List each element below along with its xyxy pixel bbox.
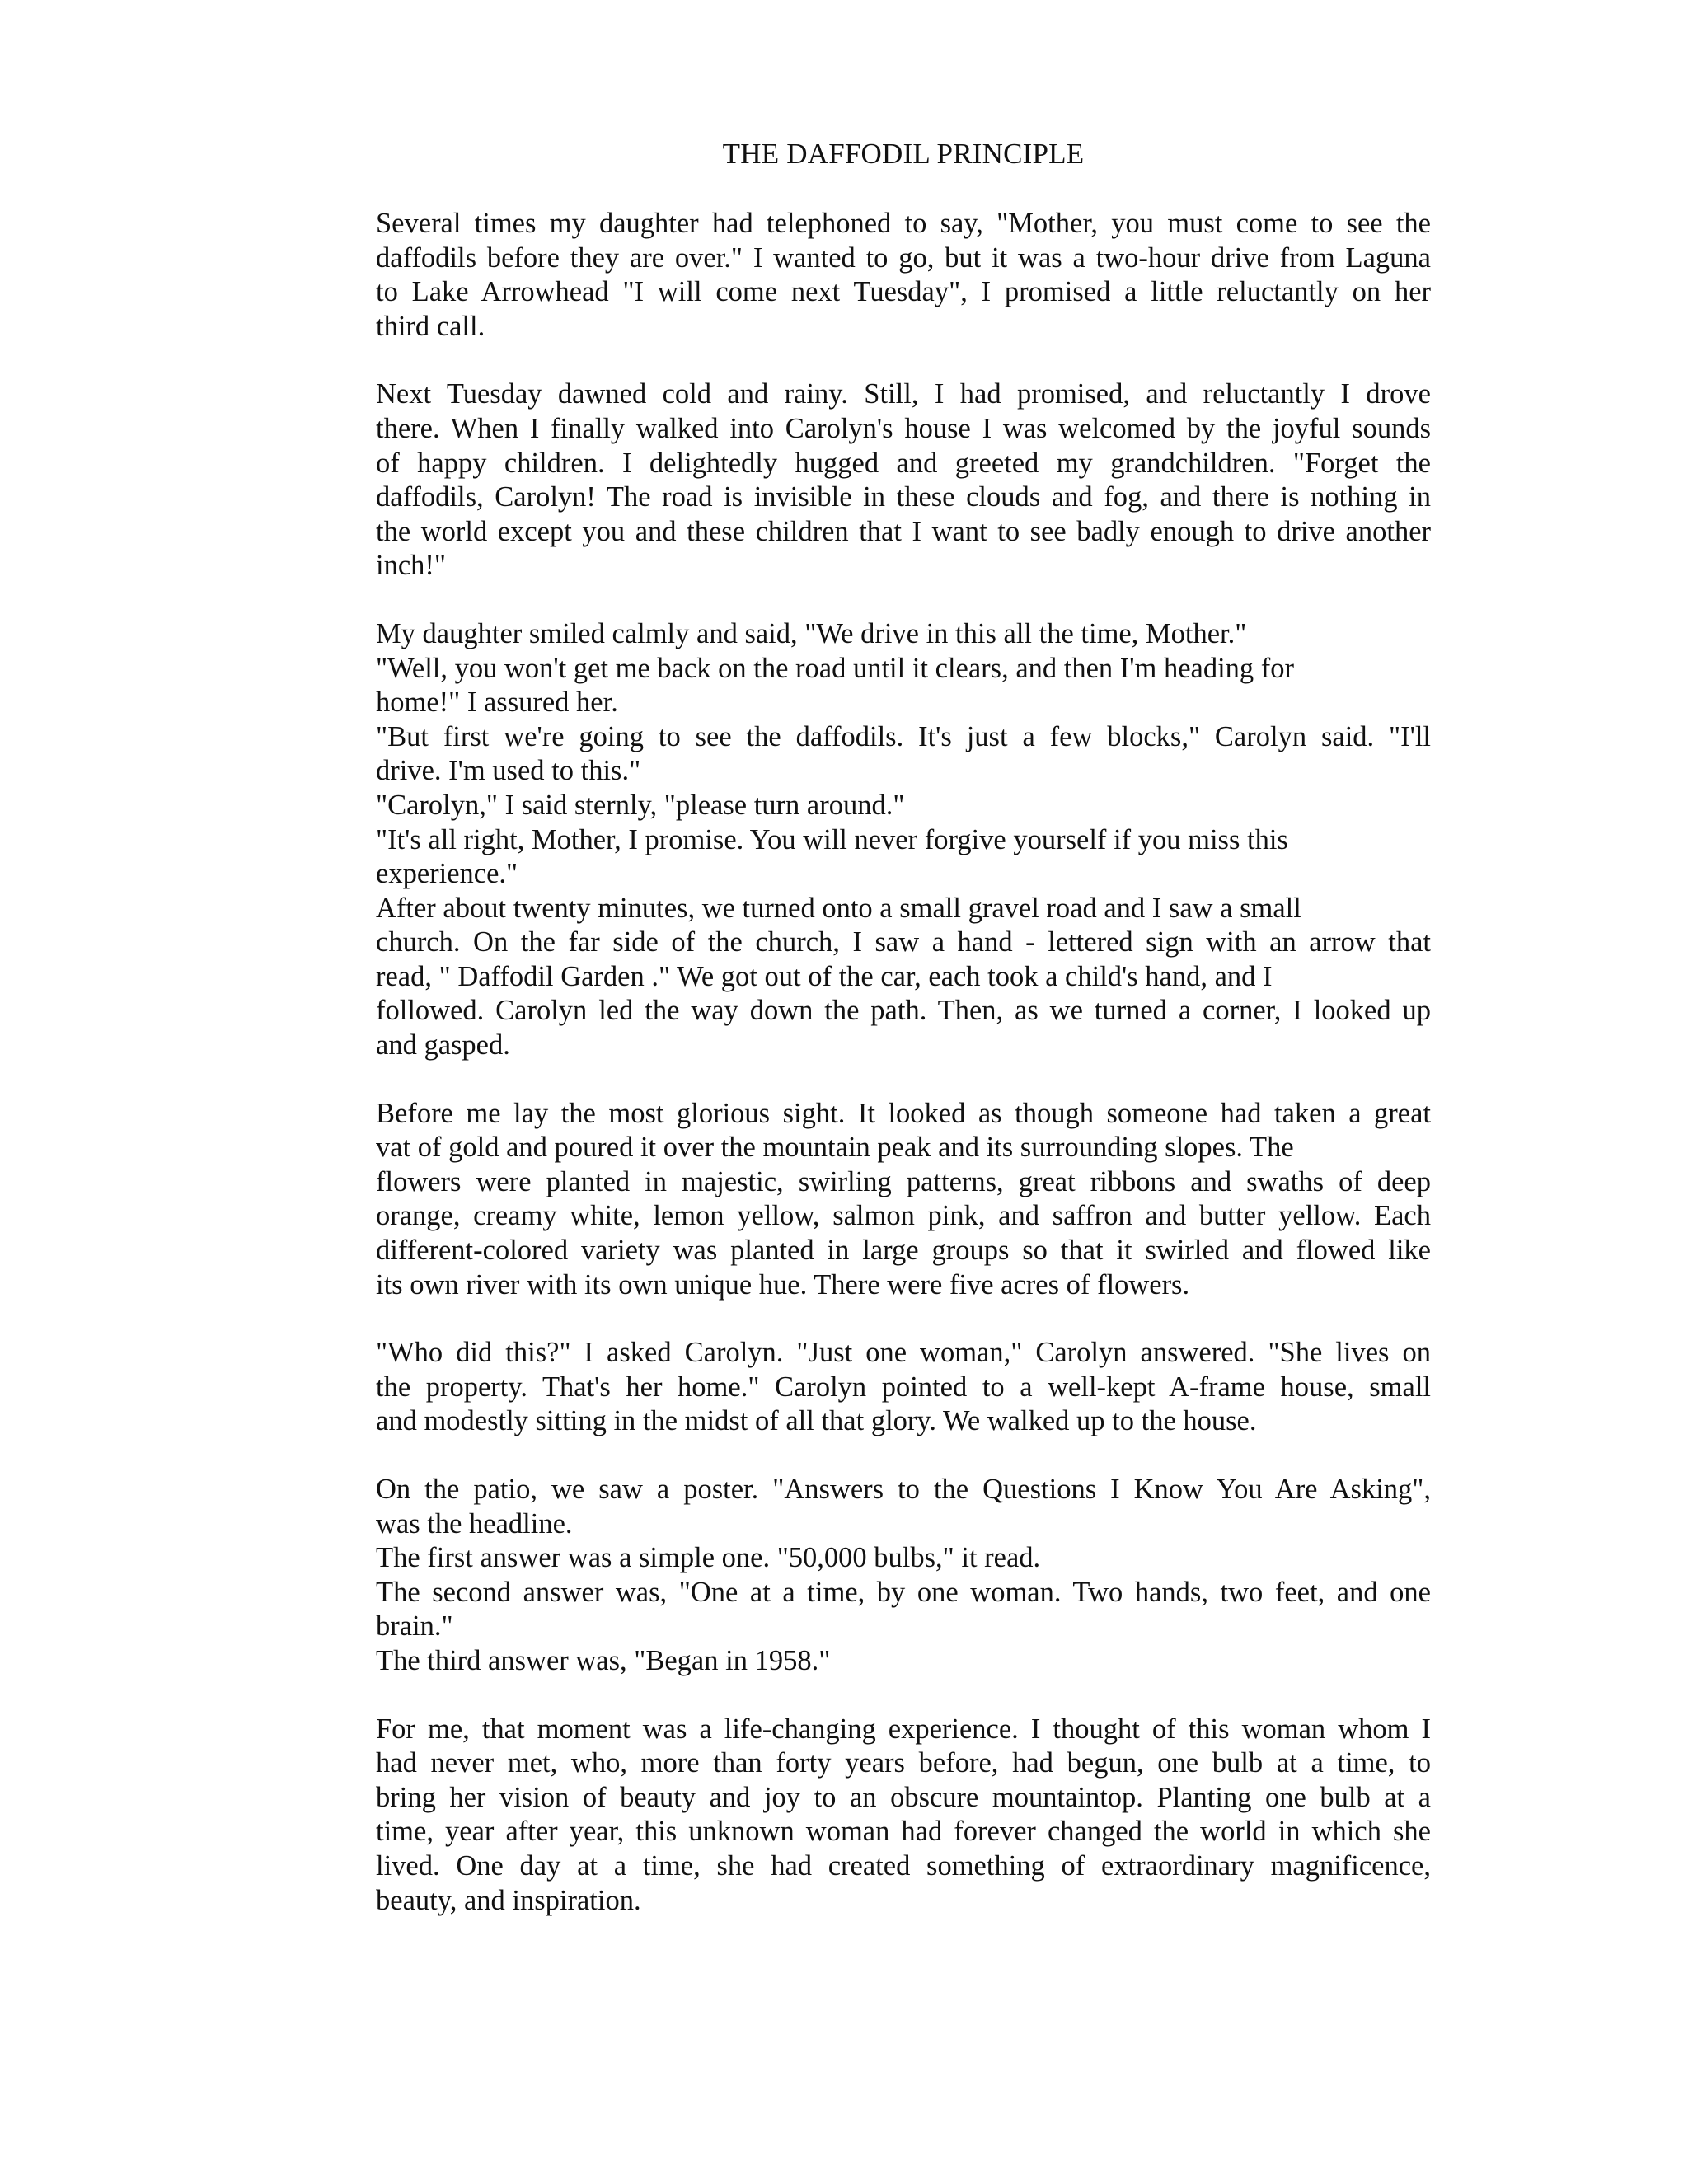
text-line: Next Tuesday dawned cold and rainy. Still, I had promised, and reluctantly I drove [376, 378, 1431, 410]
text-line: Before me lay the most glorious sight. It looked as though someone had taken a great [376, 1097, 1431, 1129]
text-line: there. When I finally walked into Carolyn's house I was welcomed by the joyful sounds [376, 412, 1431, 444]
text-line: home!" I assured her. [376, 687, 618, 719]
text-line: The second answer was, "One at a time, by one woman. Two hands, two feet, and one [376, 1576, 1431, 1608]
paragraph [376, 1097, 1431, 1303]
text-line: had never met, who, more than forty years before, had begun, one bulb at a time, to [376, 1747, 1431, 1779]
paragraph [376, 617, 1431, 1063]
text-line: "Who did this?" I asked Carolyn. "Just one woman," Carolyn answered. "She lives on [376, 1337, 1431, 1369]
text-line: "But first we're going to see the daffodils. It's just a few blocks," Carolyn said. "I'll [376, 720, 1431, 752]
paragraph [376, 377, 1431, 583]
text-line: On the patio, we saw a poster. "Answers to the Questions I Know You Are Asking", [376, 1474, 1431, 1505]
text-line: the property. That's her home." Carolyn pointed to a well-kept A-frame house, small [376, 1371, 1431, 1403]
text-line: "Carolyn," I said sternly, "please turn around." [376, 789, 905, 821]
text-line: The third answer was, "Began in 1958." [376, 1644, 831, 1676]
text-line: vat of gold and poured it over the mountain peak and its surrounding slopes. The [376, 1132, 1294, 1164]
text-line: "It's all right, Mother, I promise. You will never forgive yourself if you miss this [376, 823, 1288, 855]
text-line: and gasped. [376, 1029, 510, 1062]
text-line: daffodils, Carolyn! The road is invisible in these clouds and fog, and there is nothing in [376, 481, 1431, 513]
text-line: was the headline. [376, 1507, 573, 1540]
text-line: the world except you and these children that I want to see badly enough to drive another [376, 515, 1431, 547]
text-line: flowers were planted in majestic, swirling patterns, great ribbons and swaths of deep [376, 1165, 1431, 1197]
text-line: "Well, you won't get me back on the road until it clears, and then I'm heading for [376, 652, 1295, 684]
text-line: read, " Daffodil Garden ." We got out of the car, each took a child's hand, and I [376, 960, 1273, 992]
document-title: THE DAFFODIL PRINCIPLE [722, 138, 1085, 170]
text-line: of happy children. I delightedly hugged and greeted my grandchildren. "Forget the [376, 447, 1431, 479]
text-line: brain." [376, 1610, 453, 1643]
text-line: bring her vision of beauty and joy to an obscure mountaintop. Planting one bulb at a [376, 1781, 1431, 1813]
text-line: its own river with its own unique hue. There were five acres of flowers. [376, 1268, 1190, 1301]
text-line: drive. I'm used to this." [376, 755, 641, 787]
text-line: orange, creamy white, lemon yellow, salmon pink, and saffron and butter yellow. Each [376, 1200, 1431, 1232]
text-line: to Lake Arrowhead "I will come next Tuesday", I promised a little reluctantly on her [376, 276, 1431, 308]
text-line: lived. One day at a time, she had created something of extraordinary magnificence, [376, 1849, 1431, 1882]
text-line: Several times my daughter had telephoned to say, "Mother, you must come to see the [376, 208, 1431, 239]
text-line: church. On the far side of the church, I saw a hand - lettered sign with an arrow that [376, 926, 1431, 958]
text-line: time, year after year, this unknown woman had forever changed the world in which she [376, 1816, 1431, 1848]
text-line: beauty, and inspiration. [376, 1884, 641, 1916]
paragraph [376, 1473, 1431, 1679]
text-line: For me, that moment was a life-changing experience. I thought of this woman whom I [376, 1713, 1431, 1745]
text-line: My daughter smiled calmly and said, "We drive in this all the time, Mother." [376, 617, 1247, 649]
text-line: experience." [376, 858, 518, 890]
paragraph [376, 207, 1431, 344]
document-body [376, 207, 1431, 1918]
paragraph [376, 1336, 1431, 1439]
text-line: followed. Carolyn led the way down the path. Then, as we turned a corner, I looked up [376, 995, 1431, 1027]
text-line: third call. [376, 310, 485, 342]
text-line: daffodils before they are over." I wanted to go, but it was a two-hour drive from Laguna [376, 241, 1431, 274]
paragraph [376, 1713, 1431, 1919]
text-line: The first answer was a simple one. "50,000 bulbs," it read. [376, 1542, 1041, 1574]
text-line: After about twenty minutes, we turned onto a small gravel road and I saw a small [376, 892, 1301, 924]
document-page [376, 137, 1431, 1952]
text-line: different-colored variety was planted in large groups so that it swirled and flowed like [376, 1235, 1431, 1267]
text-line: inch!" [376, 550, 446, 582]
text-line: and modestly sitting in the midst of all that glory. We walked up to the house. [376, 1405, 1257, 1437]
